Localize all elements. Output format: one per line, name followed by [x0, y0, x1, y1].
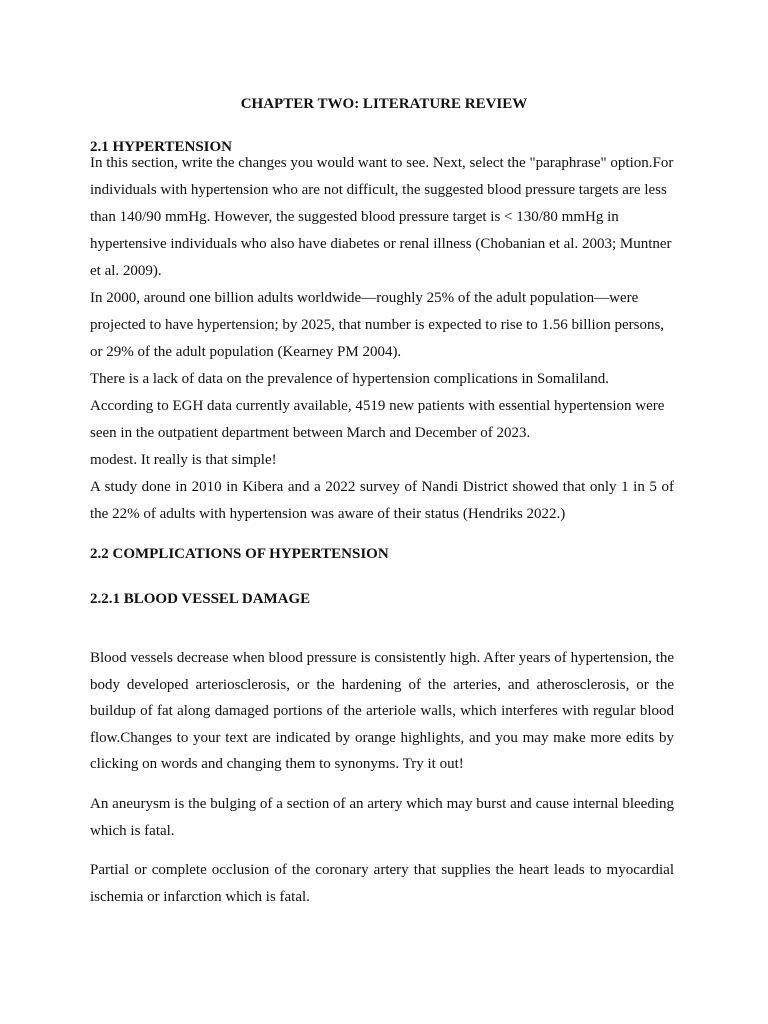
- paragraph-kibera-study: A study done in 2010 in Kibera and a 2022 survey of Nandi District showed that only 1 in 5 of the 22% of adults with hypertension was aware of their status (Hendriks 2022.): [90, 479, 674, 522]
- paragraph-blood-vessel-damage: Blood vessels decrease when blood pressure is consistently high. After years of hypertension, the body developed arteriosclerosis, or the hardening of the arteries, and atherosclerosis, or the buildup of fat along damaged portions of the arteriole walls, which interferes with regular blood flow.Changes to your text are indicated by orange highlights, and you may make more edits by clicking on words and changing them to synonyms. Try it out!: [90, 650, 674, 772]
- paragraph-aneurysm: An aneurysm is the bulging of a section of an artery which may burst and cause internal bleeding which is fatal.: [90, 796, 674, 839]
- chapter-title: CHAPTER TWO: LITERATURE REVIEW: [240, 96, 528, 112]
- subsection-heading-blood-vessel-damage: 2.2.1 BLOOD VESSEL DAMAGE: [90, 591, 311, 607]
- paragraph-hypertension-targets: In this section, write the changes you would want to see. Next, select the "paraphrase" option.For individuals with hypertension who are not difficult, the suggested blood pressure targets are less than 140/90 mmHg. However, the suggested blood pressure target is < 130/80 mmHg in hypertensive individuals who also have diabetes or renal illness (Chobanian et al. 2003; Muntner et al. 2009).: [90, 155, 674, 279]
- section-heading-hypertension: 2.1 HYPERTENSION: [90, 139, 232, 155]
- paragraph-global-prevalence: In 2000, around one billion adults worldwide—roughly 25% of the adult population—were projected to have hypertension; by 2025, that number is expected to rise to 1.56 billion persons, or 29% of the adult population (Kearney PM 2004).: [90, 290, 665, 360]
- section-heading-complications: 2.2 COMPLICATIONS OF HYPERTENSION: [90, 546, 389, 562]
- paragraph-modest-note: modest. It really is that simple!: [90, 452, 277, 468]
- paragraph-coronary-occlusion: Partial or complete occlusion of the coronary artery that supplies the heart leads to myocardial ischemia or infarction which is fatal.: [90, 862, 674, 905]
- paragraph-somaliland-data: There is a lack of data on the prevalence of hypertension complications in Somaliland. According to EGH data currently available, 4519 new patients with essential hypertension were seen in the outpatient department between March and December of 2023.: [90, 371, 665, 441]
